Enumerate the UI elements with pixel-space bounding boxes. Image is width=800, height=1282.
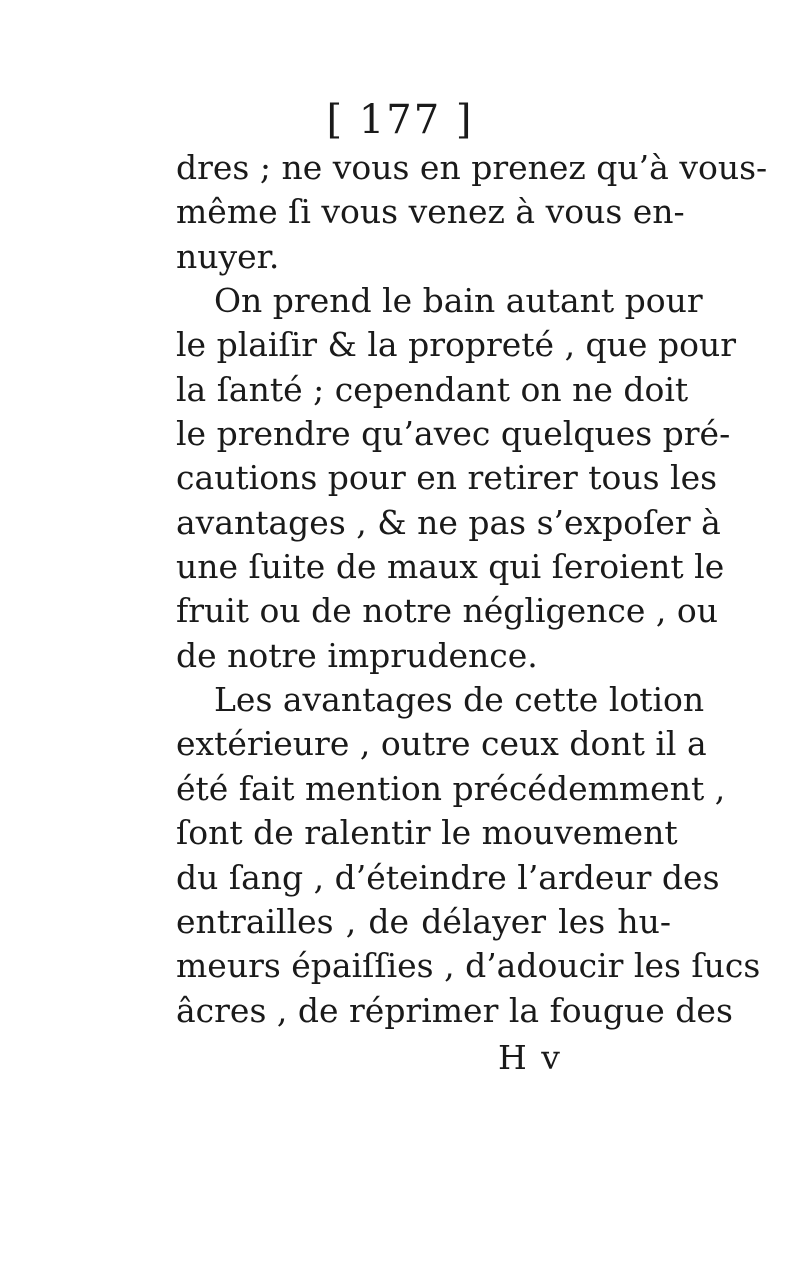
page-number: [ 177 ] <box>326 97 474 143</box>
text-line: ſont de ralentir le mouvement <box>176 813 678 853</box>
text-line: nuyer. <box>176 236 280 276</box>
text-line: la ſanté ; cependant on ne doit <box>176 369 689 409</box>
body-text <box>176 146 768 1033</box>
signature-mark: H v <box>498 1038 562 1077</box>
text-line: de notre imprudence. <box>176 635 538 675</box>
text-line: dres ; ne vous en prenez qu’à vous- <box>176 148 768 187</box>
text-line: été fait mention précédemment , <box>176 768 726 808</box>
text-line: le plaiſir & la propreté , que pour <box>176 325 736 365</box>
text-line: une ſuite de maux qui ſeroient le <box>176 547 725 587</box>
text-line: cautions pour en retirer tous les <box>176 458 718 498</box>
text-line: fruit ou de notre négligence , ou <box>176 591 719 631</box>
text-line: Les avantages de cette lotion <box>214 680 705 720</box>
text-line: On prend le bain autant pour <box>214 281 703 321</box>
text-line: extérieure , outre ceux dont il a <box>176 724 707 764</box>
text-line: du ſang , d’éteindre l’ardeur des <box>176 857 720 897</box>
text-line: le prendre qu’avec quelques pré- <box>176 414 731 454</box>
text-line: âcres , de réprimer la fougue des <box>176 990 733 1030</box>
text-line: meurs épaiſſies , d’adoucir les ſucs <box>176 946 761 986</box>
text-line: entrailles , de délayer les hu- <box>176 901 671 941</box>
text-line: avantages , & ne pas s’expoſer à <box>176 502 721 542</box>
text-line: même ſi vous venez à vous en- <box>176 192 685 232</box>
